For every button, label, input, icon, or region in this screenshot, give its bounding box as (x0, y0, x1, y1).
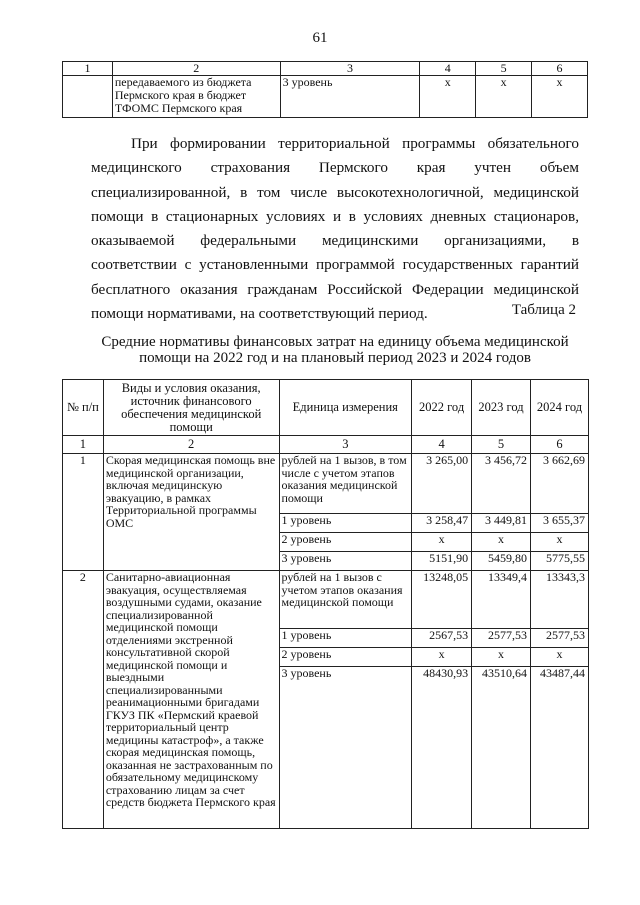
row-unit: 1 уровень (279, 629, 412, 648)
value-2024: x (531, 648, 589, 667)
table-header-row (63, 380, 589, 436)
column-number-row (63, 436, 589, 454)
table-cell: 3 уровень (280, 76, 420, 118)
table-title: Средние нормативы финансовых затрат на единицу объема медицинской помощи на 2022 год и на плановый период 2023 и 2024 годов (101, 334, 569, 366)
value-2023: 3 456,72 (472, 454, 531, 514)
row-number: 1 (63, 454, 104, 571)
table-cell: x (532, 76, 588, 118)
value-2024: 3 662,69 (531, 454, 589, 514)
value-2024: 5775,55 (531, 552, 589, 571)
table-cell: 4 (420, 62, 476, 76)
row-unit: рублей на 1 вызов с учетом этапов оказания медицинской помощи (279, 571, 412, 629)
value-2024: 13343,3 (531, 571, 589, 629)
table-cell: 1 (63, 62, 113, 76)
table-cell: 1 (63, 436, 104, 454)
value-2023: 3 449,81 (472, 514, 531, 533)
header-kind: Виды и условия оказания, источник финансового обеспечения медицинской помощи (103, 380, 279, 436)
page-number: 61 (312, 30, 328, 46)
table-label: Таблица 2 (511, 302, 576, 318)
table-cell: 2 (112, 62, 280, 76)
value-2024: x (531, 533, 589, 552)
row-number: 2 (63, 571, 104, 829)
value-2022: 2567,53 (412, 629, 472, 648)
header-unit: Единица измерения (279, 380, 412, 436)
row-unit: 3 уровень (279, 552, 412, 571)
row-unit: 2 уровень (279, 533, 412, 552)
value-2022: 3 265,00 (412, 454, 472, 514)
paragraph-text: При формировании территориальной программы обязательного медицинского страхования Пермского края учтен объем специализированной, в том числе высокотехнологичной, медицинской помощи в стационарных условиях и в условиях дневных стационаров, оказываемой федеральными медицинскими организациями, в соответствии с установленными программой государственных гарантий бесплатного оказания гражданам Российской Федерации медицинской помощи нормативами, на соответствующий период. (91, 135, 579, 323)
continuation-table (62, 61, 588, 118)
row-description: Санитарно-авиационная эвакуация, осуществляемая воздушными судами, оказание специализированной медицинской помощи отделениями экстренной консультативной скорой медицинской помощи и выездными специализированными реанимационными бригадами ГКУЗ ПК «Пермский краевой территориальный центр медицины катастроф», а также скорая медицинская помощь, оказанная не застрахованным по обязательному медицинскому страхованию лицам за счет средств бюджета Пермского края (103, 571, 279, 829)
table-cell: 3 (280, 62, 420, 76)
table-cell: 5 (476, 62, 532, 76)
value-2024: 43487,44 (531, 667, 589, 829)
table-cell: передаваемого из бюджета Пермского края в бюджет ТФОМС Пермского края (112, 76, 280, 118)
table-cell: 6 (531, 436, 589, 454)
value-2022: 48430,93 (412, 667, 472, 829)
value-2023: 43510,64 (472, 667, 531, 829)
value-2022: x (412, 533, 472, 552)
table-cell: 4 (412, 436, 472, 454)
table-cell: x (420, 76, 476, 118)
value-2022: 13248,05 (412, 571, 472, 629)
row-unit: 1 уровень (279, 514, 412, 533)
table-row (63, 571, 589, 629)
table-header-row (63, 62, 588, 76)
financial-norms-table (62, 379, 589, 829)
table-row (63, 454, 589, 514)
header-2024: 2024 год (531, 380, 589, 436)
value-2023: x (472, 648, 531, 667)
value-2024: 3 655,37 (531, 514, 589, 533)
row-unit: 3 уровень (279, 667, 412, 829)
header-2023: 2023 год (472, 380, 531, 436)
value-2023: x (472, 533, 531, 552)
row-description: Скорая медицинская помощь вне медицинской организации, включая медицинскую эвакуацию, в рамках Территориальной программы ОМС (103, 454, 279, 571)
table-cell: x (476, 76, 532, 118)
value-2024: 2577,53 (531, 629, 589, 648)
value-2023: 5459,80 (472, 552, 531, 571)
table-row (63, 76, 588, 118)
table-cell (63, 76, 113, 118)
header-num: № п/п (63, 380, 104, 436)
table-cell: 6 (532, 62, 588, 76)
table-cell: 2 (103, 436, 279, 454)
header-2022: 2022 год (412, 380, 472, 436)
value-2022: x (412, 648, 472, 667)
value-2023: 13349,4 (472, 571, 531, 629)
body-paragraph (91, 132, 579, 326)
table-cell: 3 (279, 436, 412, 454)
row-unit: 2 уровень (279, 648, 412, 667)
value-2022: 5151,90 (412, 552, 472, 571)
row-unit: рублей на 1 вызов, в том числе с учетом этапов оказания медицинской помощи (279, 454, 412, 514)
table-cell: 5 (472, 436, 531, 454)
value-2022: 3 258,47 (412, 514, 472, 533)
value-2023: 2577,53 (472, 629, 531, 648)
